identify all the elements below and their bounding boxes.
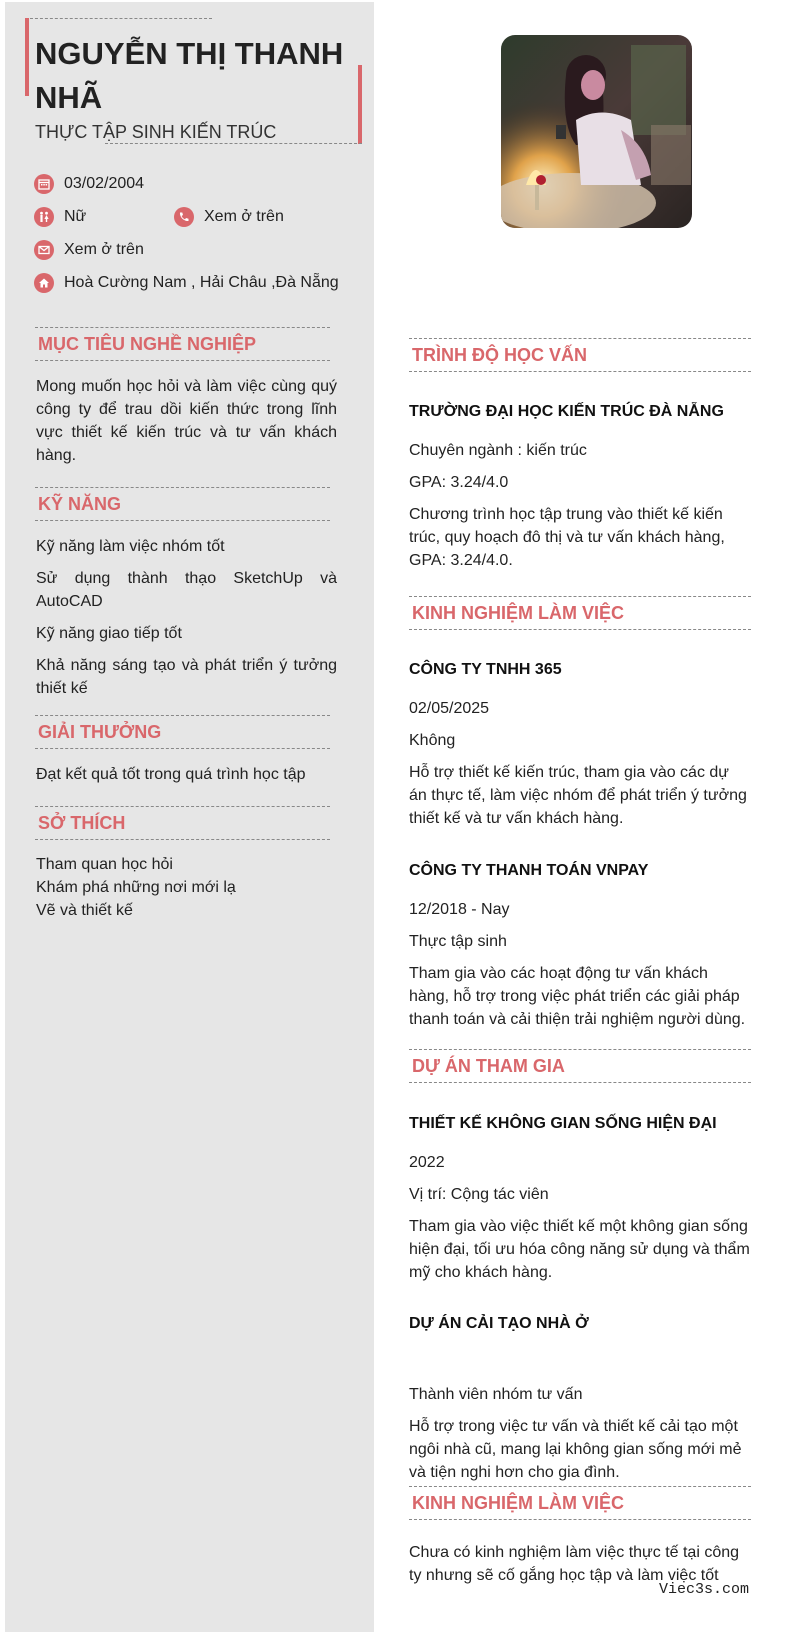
education-major: Chuyên ngành : kiến trúc (409, 442, 587, 459)
phone-icon (174, 207, 194, 227)
project-name: THIẾT KẾ KHÔNG GIAN SỐNG HIỆN ĐẠI (409, 1115, 717, 1132)
birthday-value: 03/02/2004 (64, 175, 145, 192)
phone-value[interactable]: Xem ở trên (204, 208, 284, 225)
contact-phone (174, 207, 284, 227)
contact-address (34, 273, 339, 293)
project-name: DỰ ÁN CẢI TẠO NHÀ Ở (409, 1315, 589, 1332)
candidate-name: NGUYỄN THỊ THANH NHÃ (35, 36, 344, 115)
project-role: Vị trí: Cộng tác viên (409, 1186, 549, 1203)
skill-item: Khả năng sáng tạo và phát triển ý tưởng thiết kế (36, 657, 337, 697)
gender-icon (34, 207, 54, 227)
job-company: CÔNG TY THANH TOÁN VNPAY (409, 862, 649, 879)
home-icon (34, 273, 54, 293)
education-gpa: GPA: 3.24/4.0 (409, 474, 509, 491)
job-position: Thực tập sinh (409, 933, 507, 950)
calendar-icon (34, 174, 54, 194)
education-description: Chương trình học tập trung vào thiết kế kiến trúc, quy hoạch đô thị và tư vấn khách hàng, GPA: 3.24/4.0. (409, 506, 725, 569)
address-value: Hoà Cường Nam , Hải Châu ,Đà Nẵng (64, 274, 339, 291)
skill-item: Kỹ năng giao tiếp tốt (36, 625, 182, 642)
name-block (25, 18, 362, 144)
experience-heading: KINH NGHIỆM LÀM VIỆC (409, 596, 751, 630)
contact-gender (34, 207, 86, 227)
skill-item: Sử dụng thành thạo SketchUp và AutoCAD (36, 570, 337, 610)
school-name: TRƯỜNG ĐẠI HỌC KIẾN TRÚC ĐÀ NẴNG (409, 403, 724, 420)
profile-photo (501, 35, 692, 228)
name-top-divider (25, 18, 212, 19)
watermark: Viec3s.com (659, 1581, 750, 1598)
project-year: 2022 (409, 1154, 445, 1171)
experience-summary-text: Chưa có kinh nghiệm làm việc thực tế tại công ty nhưng sẽ cố gắng học tập và làm việc tốt (409, 1544, 740, 1584)
job-position: Không (409, 732, 456, 749)
email-icon (34, 240, 54, 260)
name-accent-bar-left (25, 18, 29, 96)
job-date: 12/2018 - Nay (409, 901, 510, 918)
hobby-item: Vẽ và thiết kế (36, 902, 133, 919)
contact-birthday (34, 174, 144, 194)
project-description: Hỗ trợ trong việc tư vấn và thiết kế cải tạo một ngôi nhà cũ, mang lại không gian sống mới mẻ và tiện nghi hơn cho gia đình. (409, 1418, 742, 1481)
hobby-item: Tham quan học hỏi (36, 856, 173, 873)
education-heading: TRÌNH ĐỘ HỌC VẤN (409, 338, 751, 372)
job-date: 02/05/2025 (409, 700, 490, 717)
awards-heading: GIẢI THƯỞNG (35, 715, 330, 749)
projects-heading: DỰ ÁN THAM GIA (409, 1049, 751, 1083)
objective-heading: MỤC TIÊU NGHỀ NGHIỆP (35, 327, 330, 361)
award-item: Đạt kết quả tốt trong quá trình học tập (36, 766, 306, 783)
project-role: Thành viên nhóm tư vấn (409, 1386, 583, 1403)
objective-text: Mong muốn học hỏi và làm việc cùng quý công ty để trau dồi kiến thức trong lĩnh vực thiết kế kiến trúc và tư vấn khách hàng. (36, 378, 337, 464)
job-title: THỰC TẬP SINH KIẾN TRÚC (35, 122, 277, 142)
job-description: Tham gia vào các hoạt động tư vấn khách hàng, hỗ trợ trong việc phát triển các giải pháp thanh toán và cải thiện trải nghiệm người dùng. (409, 965, 746, 1028)
project-description: Tham gia vào việc thiết kế một không gian sống hiện đại, tối ưu hóa công năng sử dụng và thẩm mỹ cho khách hàng. (409, 1218, 750, 1281)
job-company: CÔNG TY TNHH 365 (409, 661, 562, 678)
gender-value: Nữ (64, 208, 87, 225)
hobbies-heading: SỞ THÍCH (35, 806, 330, 840)
email-value[interactable]: Xem ở trên (64, 241, 144, 258)
job-description: Hỗ trợ thiết kế kiến trúc, tham gia vào các dự án thực tế, làm việc nhóm để phát triển ý tưởng thiết kế và tư vấn khách hàng. (409, 764, 747, 827)
experience-summary-heading: KINH NGHIỆM LÀM VIỆC (409, 1486, 751, 1520)
hobby-item: Khám phá những nơi mới lạ (36, 879, 236, 896)
skills-heading: KỸ NĂNG (35, 487, 330, 521)
name-bottom-divider (105, 143, 362, 144)
name-accent-bar-right (358, 65, 362, 144)
skill-item: Kỹ năng làm việc nhóm tốt (36, 538, 225, 555)
contact-email (34, 240, 144, 260)
